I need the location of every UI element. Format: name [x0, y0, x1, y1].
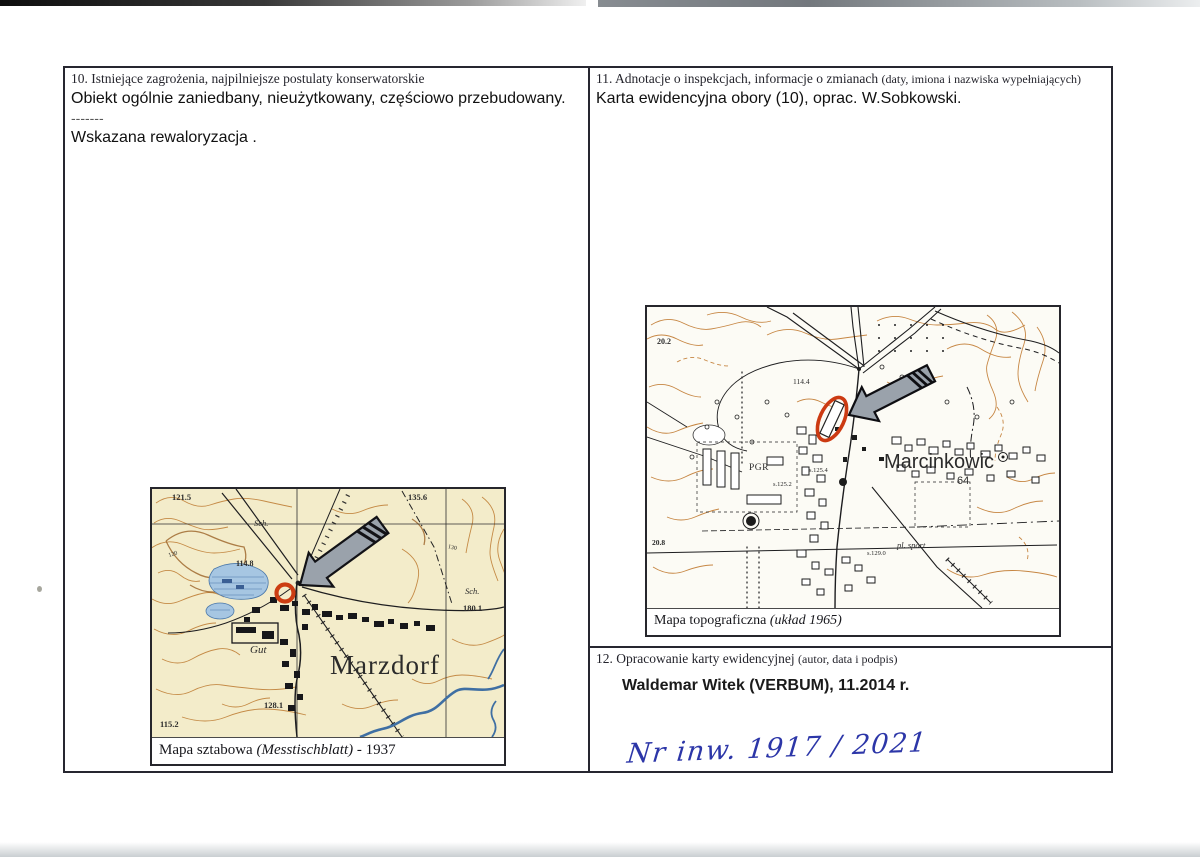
town-name-label: Marcinkowic — [884, 451, 995, 473]
section-11-header-row — [596, 71, 1108, 87]
elevation-label: s.125.2 — [773, 481, 792, 488]
scan-speck — [37, 586, 42, 592]
town-name-label: Marzdorf — [330, 650, 440, 680]
caption-italic: (Messtischblatt) — [256, 742, 354, 758]
map-topograficzna-caption — [647, 609, 1059, 633]
elevation-label: 180.1 — [463, 603, 483, 613]
section-12-cell — [596, 650, 1108, 695]
section-12-header: 12. Opracowanie karty ewidencyjnej — [596, 651, 795, 666]
map-topograficzna-figure — [645, 305, 1061, 637]
section-12-divider — [590, 646, 1111, 648]
caption-text: Mapa sztabowa — [159, 742, 257, 758]
section-10-text-2: Wskazana rewaloryzacja . — [71, 129, 257, 146]
elevation-label: 135.6 — [408, 492, 428, 502]
card-author-line: Waldemar Witek (VERBUM), 11.2014 r. — [622, 677, 910, 694]
caption-italic: (układ 1965) — [769, 613, 842, 628]
gut-label: Gut — [250, 644, 267, 656]
map-sztabowa-caption — [152, 738, 504, 762]
elevation-label: 121.5 — [172, 492, 192, 502]
section-11-cell — [596, 70, 1108, 109]
house-number-label: 64 — [957, 475, 970, 487]
section-10-header: 10. Istniejące zagrożenia, najpilniejsze postulaty konserwatorskie — [71, 71, 425, 86]
sport-field-label: pl. sport. — [897, 540, 928, 550]
elevation-label: s.129.0 — [867, 550, 886, 557]
section-11-header: 11. Adnotacje o inspekcjach, informacje o zmianach — [596, 71, 879, 86]
elevation-label: s.125.4 — [809, 467, 828, 474]
column-divider — [588, 68, 590, 771]
map-sztabowa-figure — [150, 487, 506, 766]
elevation-label: 115.2 — [160, 719, 179, 729]
elevation-label: 114.4 — [793, 377, 810, 386]
pgr-label: PGR — [749, 463, 769, 473]
map-topograficzna-drawing — [647, 307, 1059, 609]
section-10-text-1: Obiekt ogólnie zaniedbany, nieużytkowany, częściowo przebudowany. — [71, 90, 566, 107]
section-11-text-1: Karta ewidencyjna obory (10), oprac. W.Sobkowski. — [596, 90, 962, 107]
caption-text: Mapa topograficzna — [654, 613, 770, 628]
elevation-label: 128.1 — [264, 700, 284, 710]
sch-label: Sch. — [465, 586, 480, 596]
scan-artifact-top-left — [0, 0, 586, 6]
section-10-cell — [71, 70, 583, 148]
section-12-header-note: (autor, data i podpis) — [798, 652, 898, 666]
elevation-label: 20.8 — [652, 538, 666, 547]
scan-artifact-bottom — [0, 842, 1200, 857]
scan-artifact-top-right — [598, 0, 1200, 7]
sch-label: Sch. — [254, 518, 269, 528]
section-12-header-row — [596, 651, 1108, 667]
handwritten-inventory-number: Nr inw. 1917 / 2021 — [625, 727, 929, 770]
section-10-dashes: ------- — [71, 110, 104, 126]
caption-suffix: - 1937 — [353, 742, 396, 758]
contour-value-label: 120 — [167, 550, 179, 559]
contour-value-label: 130 — [447, 544, 458, 553]
section-11-header-note: (daty, imiona i nazwiska wypełniających) — [881, 72, 1082, 86]
elevation-label: 20.2 — [657, 337, 671, 346]
elevation-label: 114.8 — [236, 559, 254, 568]
map-sztabowa-drawing — [152, 489, 504, 738]
